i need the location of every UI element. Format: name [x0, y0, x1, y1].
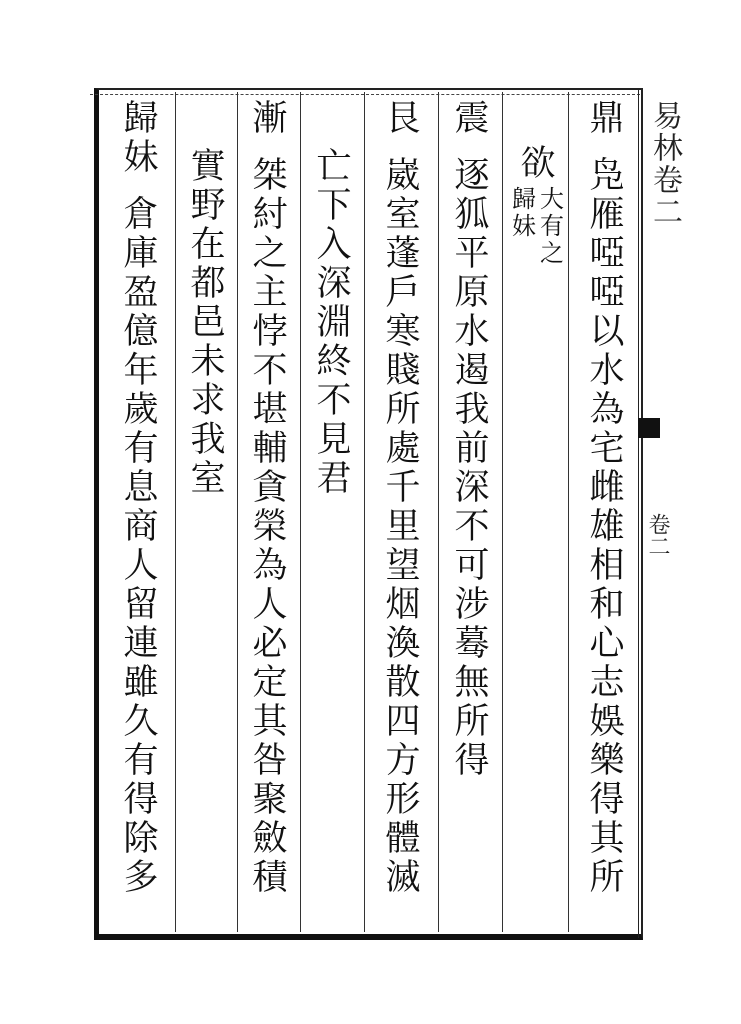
verse-text: 崴 室 蓬 戶 寒 賤 所 處 千 里 望 烟 渙 散 四 方 形 體 滅 [385, 156, 421, 898]
text-column-8 [110, 100, 172, 898]
gutter-rule [638, 88, 639, 938]
fish-tail-mark [638, 418, 660, 438]
verse-text: 凫 雁 啞 啞 以 水 為 宅 雌 雄 相 和 心 志 娛 樂 得 其 所 [589, 156, 625, 898]
text-column-6 [242, 100, 298, 898]
hexagram-heading: 震 [454, 99, 490, 139]
hexagram-heading: 艮 [385, 99, 421, 139]
annotation-right: 大 有 之 [540, 185, 564, 267]
column-rule [502, 92, 503, 932]
column-rule [237, 92, 238, 932]
book-title: 易林卷二 [647, 100, 682, 228]
hexagram-heading: 漸 [252, 99, 288, 139]
text-column-5 [306, 148, 362, 499]
verse-text: 實 野 在 都 邑 未 求 我 室 [190, 147, 226, 499]
column-rule [175, 92, 176, 932]
verse-text: 桀 紂 之 主 悖 不 堪 輔 貪 榮 為 人 必 定 其 咎 聚 斂 積 [252, 156, 288, 898]
verse-text: 亡 下 入 深 淵 終 不 見 君 [316, 147, 352, 499]
page-gutter [638, 88, 680, 938]
text-column-3 [444, 100, 500, 781]
column-rule [568, 92, 569, 932]
text-column-4 [372, 100, 434, 898]
text-column-1 [580, 100, 634, 898]
verse-text: 逐 狐 平 原 水 遏 我 前 深 不 可 涉 蓦 無 所 得 [454, 156, 490, 781]
hexagram-heading: 鼎 [589, 99, 625, 139]
text-column-7 [180, 148, 236, 499]
verse-text: 倉 庫 盈 億 年 歲 有 息 商 人 留 連 雖 久 有 得 除 多 [123, 195, 159, 898]
column-rule [364, 92, 365, 932]
hexagram-heading: 歸 妹 [123, 99, 159, 178]
text-column-2 [510, 145, 566, 267]
column-rule [438, 92, 439, 932]
annotation-left: 歸 妹 [512, 185, 536, 240]
frame-top-border [90, 94, 640, 95]
volume-number: 卷二 [645, 513, 670, 557]
column-rule [300, 92, 301, 932]
hexagram-heading: 欲 [520, 144, 556, 184]
